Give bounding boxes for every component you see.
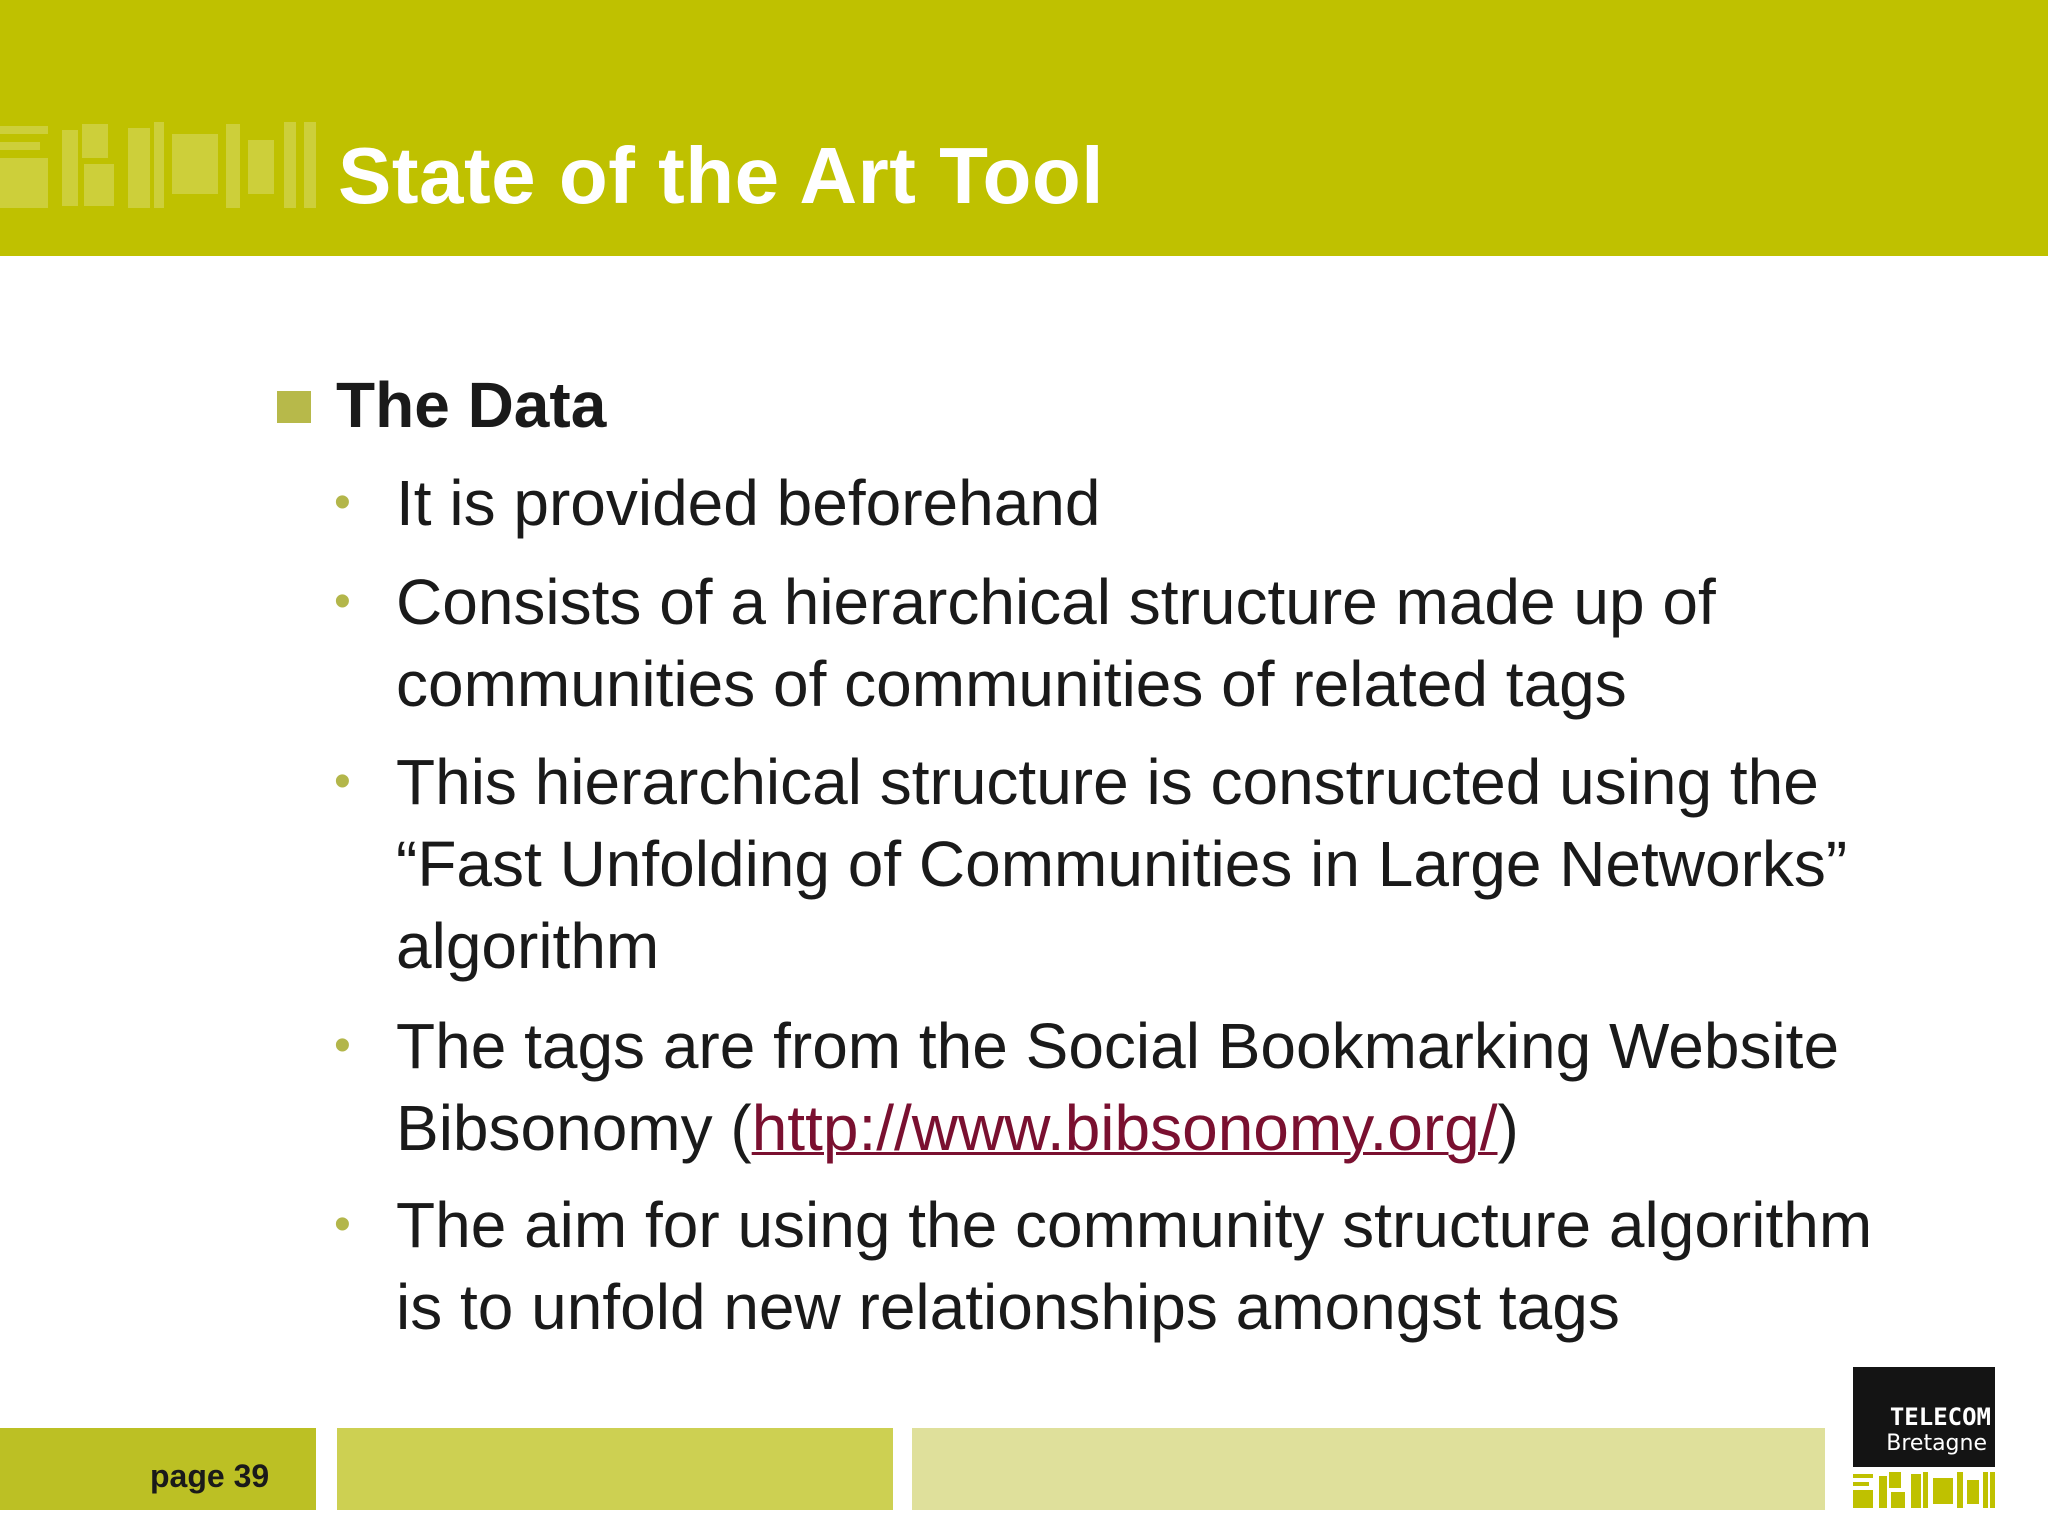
logo-line-2: Bretagne: [1886, 1431, 1987, 1456]
footer-bar-right: [912, 1428, 1825, 1510]
logo-glyphs-icon: [1853, 1470, 1995, 1510]
bullet-text: This hierarchical structure is constructed using the “Fast Unfolding of Communities in Large Networks” algorithm: [396, 746, 1848, 982]
telecom-bretagne-logo: [1853, 1367, 1995, 1467]
bullet-dot-icon: •: [334, 1198, 351, 1251]
bullet-text: Consists of a hierarchical structure made up of communities of communities of related tags: [396, 566, 1716, 720]
footer-bar-middle: [337, 1428, 893, 1510]
section-heading-row: [277, 368, 606, 442]
bullet-dot-icon: •: [334, 755, 351, 808]
header-banner: [0, 0, 2048, 256]
bullet-text: It is provided beforehand: [396, 467, 1101, 539]
slide-title: State of the Art Tool: [338, 131, 1105, 220]
bullet-text: The tags are from the Social Bookmarking Website Bibsonomy (http://www.bibsonomy.org/): [396, 1010, 1840, 1164]
bibsonomy-link[interactable]: http://www.bibsonomy.org/: [751, 1092, 1498, 1164]
square-bullet-icon: [277, 391, 311, 423]
school-logo-watermark-icon: [0, 120, 318, 210]
bullet-dot-icon: •: [334, 575, 351, 628]
bullet-dot-icon: •: [334, 1019, 351, 1072]
bullet-dot-icon: •: [334, 476, 351, 529]
logo-line-1: TELECOM: [1889, 1403, 1991, 1431]
bullet-text: The aim for using the community structure algorithm is to unfold new relationships amongst tags: [396, 1189, 1873, 1343]
page-number: page 39: [150, 1458, 270, 1494]
section-heading: The Data: [336, 369, 607, 441]
